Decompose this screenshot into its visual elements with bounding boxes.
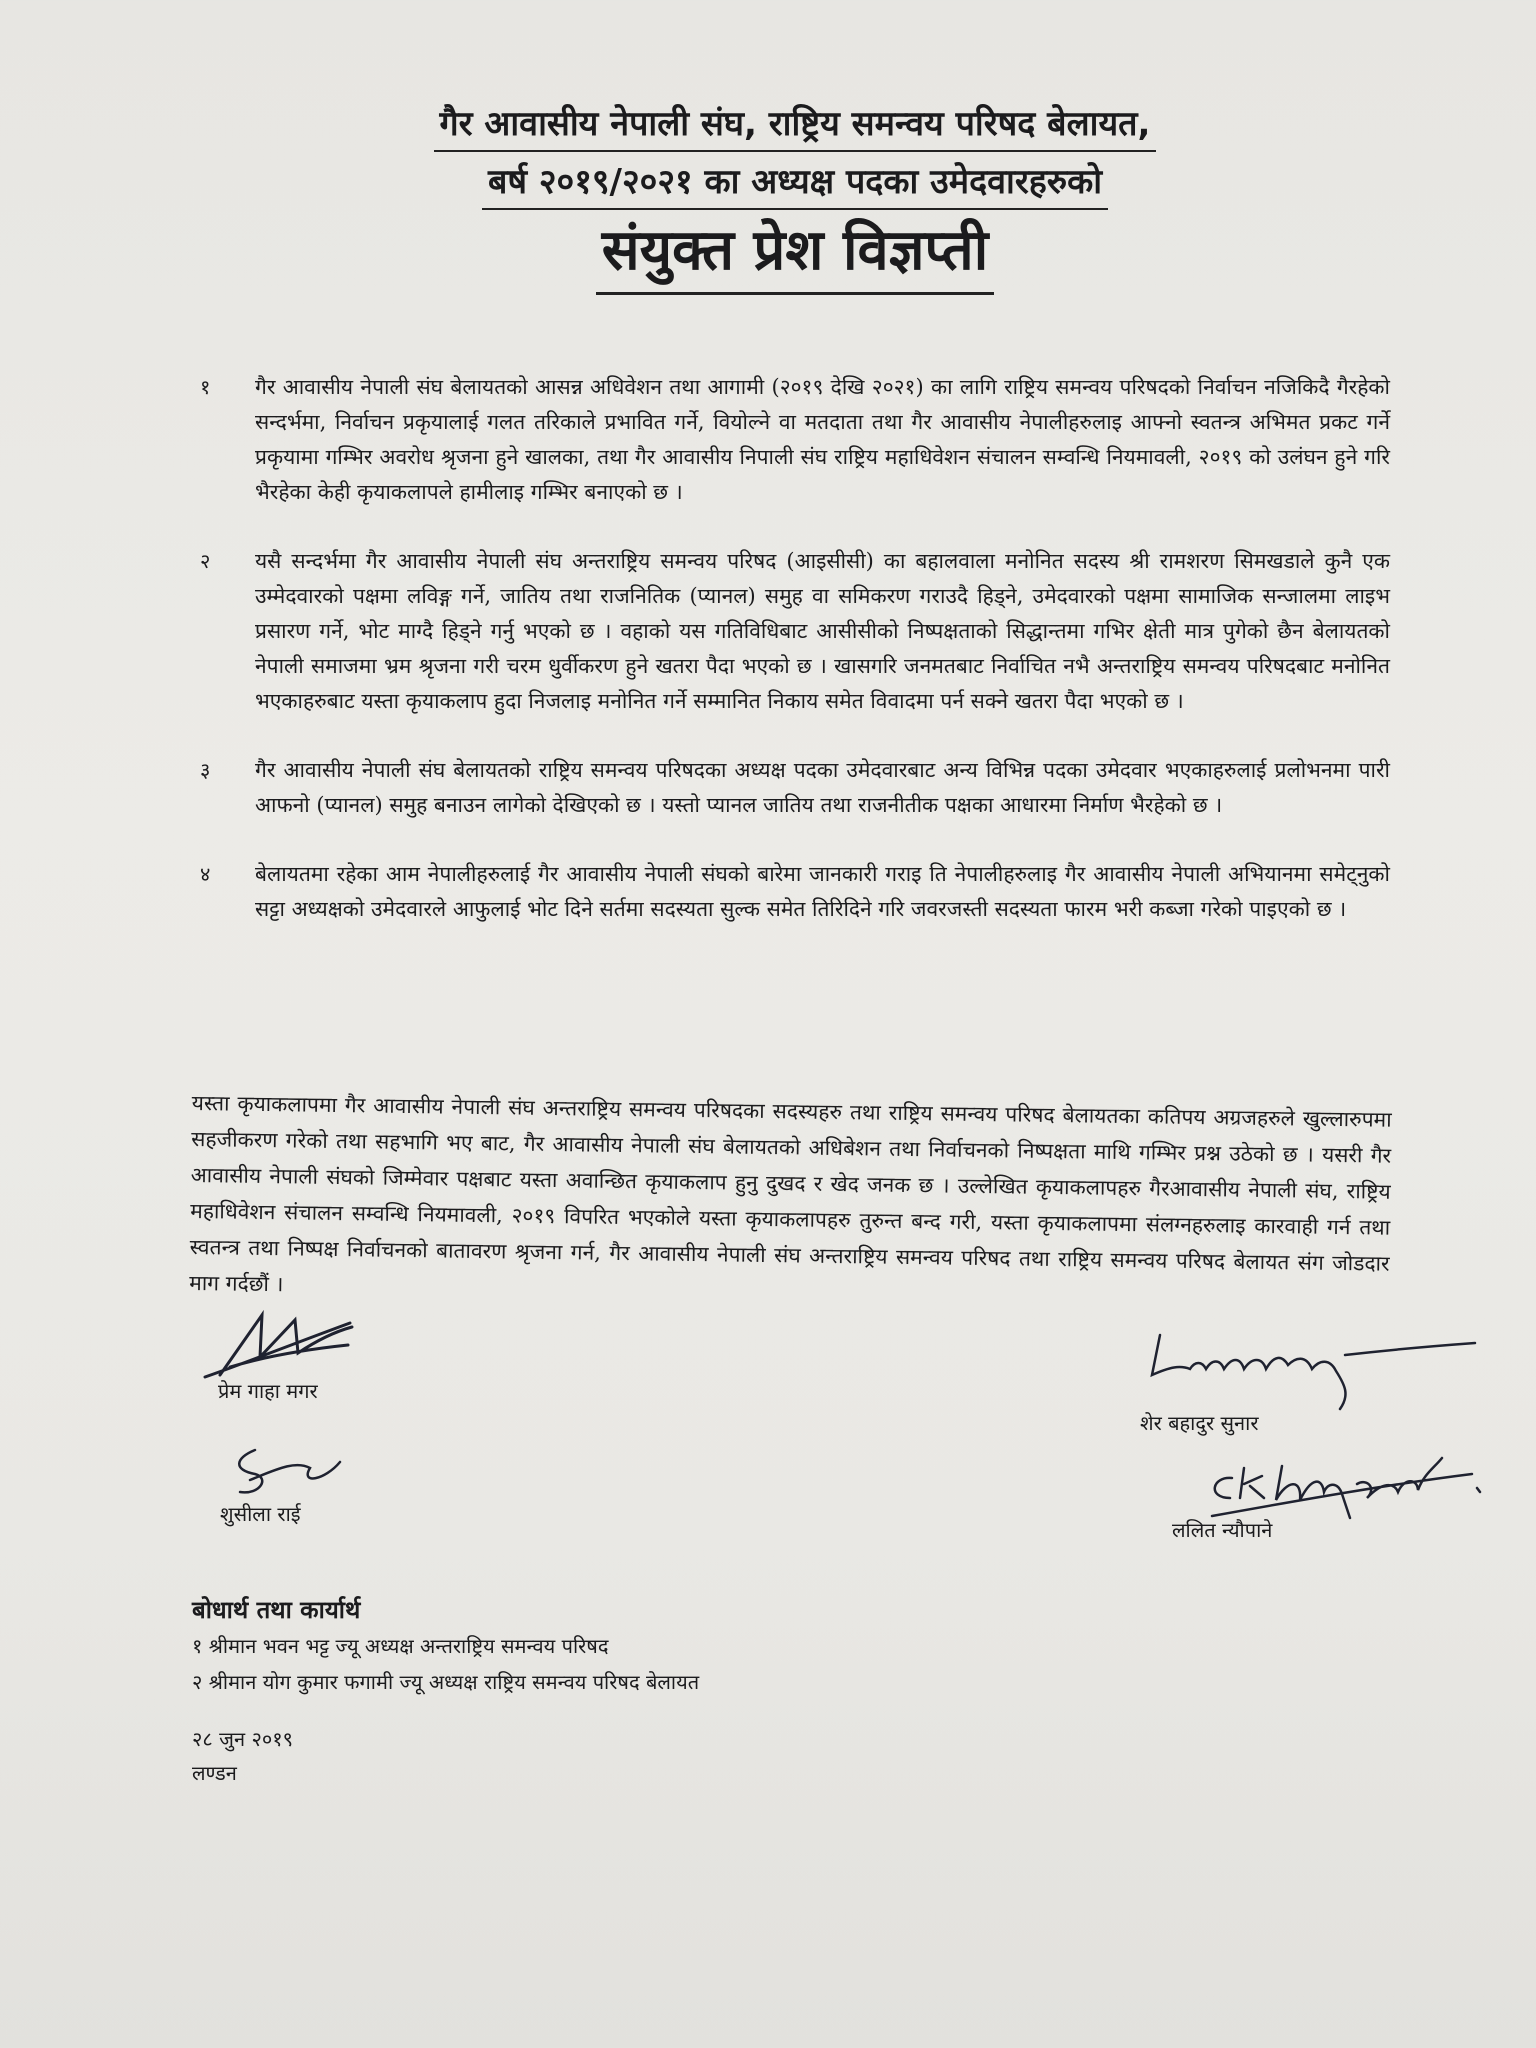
date-place-block <box>192 1722 293 1790</box>
handwritten-signature-icon <box>215 1440 355 1500</box>
signatory-name: शुसीला राई <box>220 1502 301 1526</box>
signatory-name: प्रेम गाहा मगर <box>218 1379 318 1403</box>
handwritten-signature-icon <box>1140 1325 1480 1415</box>
point-number: ३ <box>200 758 211 782</box>
document-place: लण्डन <box>192 1761 237 1785</box>
point-number: २ <box>200 549 211 573</box>
signature-block-sher <box>1140 1325 1480 1436</box>
document-date: २८ जुन २०१९ <box>192 1727 294 1751</box>
signatory-name: ललित न्यौपाने <box>1172 1518 1273 1542</box>
cc-item: २ श्रीमान योग कुमार फगामी ज्यू अध्यक्ष राष्ट्रिय समन्वय परिषद बेलायत <box>192 1670 700 1694</box>
header-line-1: गैर आवासीय नेपाली संघ, राष्ट्रिय समन्वय परिषद बेलायत, <box>434 100 1157 152</box>
point-3 <box>200 753 1390 823</box>
numbered-points <box>200 370 1390 961</box>
point-number: ४ <box>200 862 211 886</box>
closing-paragraph: यस्ता कृयाकलापमा गैर आवासीय नेपाली संघ अन्तराष्ट्रिय समन्वय परिषदका सदस्यहरु तथा राष्ट्रिय समन्वय परिषद बेलायतका कतिपय अग्रजहरुले खुल्लारुपमा सहजीकरण गरेको तथा सहभागि भए बाट, गैर आवासीय नेपाली संघ बेलायतको अधिबेशन तथा निर्वाचनको निष्पक्षता माथि गम्भिर प्रश्न उठेको छ । यसरी गैर आवासीय नेपाली संघको जिम्मेवार पक्षबाट यस्ता अवान्छित कृयाकलाप हुनु दुखद र खेद जनक छ । उल्लेखित कृयाकलापहरु गैरआवासीय नेपाली संघ, राष्ट्रिय महाधिवेशन संचालन सम्वन्धि नियमावली, २०१९ विपरित भएकोले यस्ता कृयाकलापहरु तुरुन्त बन्द गरी, यस्ता कृयाकलापमा संलग्नहरुलाइ कारवाही गर्न तथा स्वतन्त्र तथा निष्पक्ष निर्वाचनको बातावरण श्रृजना गर्न, गैर आवासीय नेपाली संघ अन्तराष्ट्रिय समन्वय परिषद तथा राष्ट्रिय समन्वय परिषद बेलायत संग जोडदार माग गर्दछौं । <box>189 1090 1392 1297</box>
point-text: गैर आवासीय नेपाली संघ बेलायतको राष्ट्रिय समन्वय परिषदका अध्यक्ष पदका उमेदवारबाट अन्य विभिन्न पदका उमेदवार भएकाहरुलाई प्रलोभनमा पारी आफनो (प्यानल) समुह बनाउन लागेको देखिएको छ । यस्तो प्यानल जातिय तथा राजनीतीक पक्षका आधारमा निर्माण भैरहेको छ । <box>255 758 1390 817</box>
signature-block-lalit <box>1172 1448 1492 1543</box>
cc-title: बोधार्थ तथा कार्यार्थ <box>192 1596 361 1624</box>
header-line-2: बर्ष २०१९/२०२१ का अध्यक्ष पदका उमेदवारहरुको <box>482 158 1108 210</box>
cc-section <box>192 1592 1092 1700</box>
point-text: गैर आवासीय नेपाली संघ बेलायतको आसन्न अधिवेशन तथा आगामी (२०१९ देखि २०२१) का लागि राष्ट्रिय समन्वय परिषदको निर्वाचन नजिकिदै गैरहेको सन्दर्भमा, निर्वाचन प्रकृयालाई गलत तरिकाले प्रभावित गर्ने, वियोल्ने वा मतदाता तथा गैर आवासीय नेपालीहरुलाइ आफ्नो स्वतन्त्र अभिमत प्रकट गर्ने प्रकृयामा गम्भिर अवरोध श्रृजना हुने खालका, तथा गैर आवासीय निपाली संघ राष्ट्रिय महाधिवेशन संचालन सम्वन्धि नियमावली, २०१९ को उलंघन हुने गरि भैरहेका केही कृयाकलापले हामीलाइ गम्भिर बनाएको छ । <box>255 375 1390 504</box>
handwritten-signature-icon <box>200 1305 370 1385</box>
point-4 <box>200 857 1390 927</box>
signatory-name: शेर बहादुर सुनार <box>1140 1411 1259 1435</box>
document-title: संयुक्त प्रेश विज्ञप्ती <box>596 214 994 295</box>
point-2 <box>200 544 1390 719</box>
point-1 <box>200 370 1390 510</box>
point-number: १ <box>200 375 211 399</box>
signature-block-shusila <box>215 1440 355 1527</box>
cc-item: १ श्रीमान भवन भट्ट ज्यू अध्यक्ष अन्तराष्ट्रिय समन्वय परिषद <box>192 1634 609 1658</box>
point-text: बेलायतमा रहेका आम नेपालीहरुलाई गैर आवासीय नेपाली संघको बारेमा जानकारी गराइ ति नेपालीहरुलाइ गैर आवासीय नेपाली अभियानमा समेट्नुको सट्टा अध्यक्षको उमेदवारले आफुलाई भोट दिने सर्तमा सदस्यता सुल्क समेत तिरिदिने गरि जवरजस्ती सदस्यता फारम भरी कब्जा गरेको पाइएको छ । <box>255 862 1390 921</box>
document-header <box>0 100 1536 295</box>
signature-block-prem <box>200 1305 370 1404</box>
point-text: यसै सन्दर्भमा गैर आवासीय नेपाली संघ अन्तराष्ट्रिय समन्वय परिषद (आइसीसी) का बहालवाला मनोनित सदस्य श्री रामशरण सिमखडाले कुनै एक उम्मेदवारको पक्षमा लविङ्ग गर्ने, जातिय तथा राजनितिक (प्यानल) समुह वा समिकरण गराउदै हिड्ने, उमेदवारको पक्षमा सामाजिक सन्जालमा लाइभ प्रसारण गर्ने, भोट माग्दै हिड्ने गर्नु भएको छ । वहाको यस गतिविधिबाट आसीसीको निष्पक्षताको सिद्धान्तमा गभिर क्षेती मात्र पुगेको छैन बेलायतको नेपाली समाजमा भ्रम श्रृजना गरी चरम धुर्वीकरण हुने खतरा पैदा भएको छ । खासगरि जनमतबाट निर्वाचित नभै अन्तराष्ट्रिय समन्वय परिषदबाट मनोनित भएकाहरुबाट यस्ता कृयाकलाप हुदा निजलाइ मनोनित गर्ने सम्मानित निकाय समेत विवादमा पर्न सक्ने खतरा पैदा भएको छ । <box>255 549 1390 713</box>
